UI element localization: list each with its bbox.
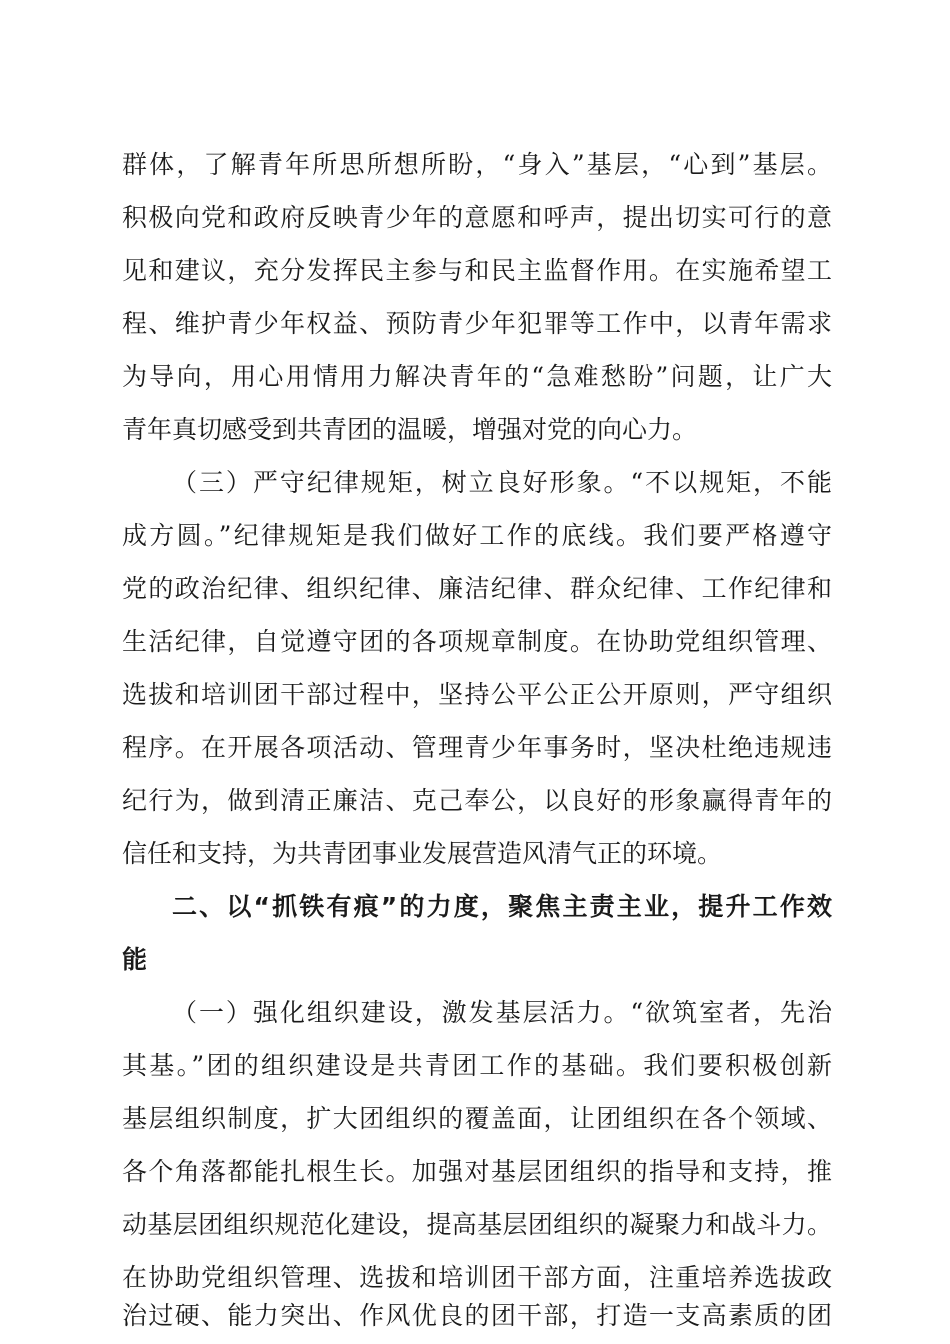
paragraph-line: 其基。”团的组织建设是共青团工作的基础。我们要积极创新 — [122, 1051, 832, 1080]
paragraph-line: 见和建议，充分发挥民主参与和民主监督作用。在实施希望工 — [122, 256, 832, 285]
paragraph-line: 纪行为，做到清正廉洁、克己奉公，以良好的形象赢得青年的 — [122, 786, 832, 815]
paragraph-line: 程序。在开展各项活动、管理青少年事务时，坚决杜绝违规违 — [122, 733, 832, 762]
paragraph-line: 程、维护青少年权益、预防青少年犯罪等工作中，以青年需求 — [122, 309, 832, 338]
paragraph-line: 党的政治纪律、组织纪律、廉洁纪律、群众纪律、工作纪律和 — [122, 574, 832, 603]
paragraph-line: 青年真切感受到共青团的温暖，增强对党的向心力。 — [122, 415, 698, 444]
paragraph-line: 成方圆。”纪律规矩是我们做好工作的底线。我们要严格遵守 — [122, 521, 832, 550]
paragraph-line: 基层组织制度，扩大团组织的覆盖面，让团组织在各个领域、 — [122, 1104, 832, 1133]
paragraph-line: 生活纪律，自觉遵守团的各项规章制度。在协助党组织管理、 — [122, 627, 832, 656]
paragraph-line: 为导向，用心用情用力解决青年的“急难愁盼”问题，让广大 — [122, 362, 832, 391]
paragraph-line: 各个角落都能扎根生长。加强对基层团组织的指导和支持，推 — [122, 1157, 832, 1186]
paragraph-line: 信任和支持，为共青团事业发展营造风清气正的环境。 — [122, 839, 723, 868]
paragraph-line: 积极向党和政府反映青少年的意愿和呼声，提出切实可行的意 — [122, 203, 832, 232]
subsection-heading-line: （一）强化组织建设，激发基层活力。“欲筑室者，先治 — [172, 998, 832, 1027]
paragraph-line: 选拔和培训团干部过程中，坚持公平公正公开原则，严守组织 — [122, 680, 832, 709]
section-heading: 二、以“抓铁有痕”的力度，聚焦主责主业，提升工作效 — [172, 892, 832, 921]
paragraph-line: 在协助党组织管理、选拔和培训团干部方面，注重培养选拔政 — [122, 1263, 832, 1292]
section-heading-continuation: 能 — [122, 945, 148, 974]
paragraph-line: 治过硬、能力突出、作风优良的团干部，打造一支高素质的团 — [122, 1301, 832, 1330]
paragraph-line: 群体，了解青年所思所想所盼，“身入”基层，“心到”基层。 — [122, 150, 832, 179]
paragraph-line: 动基层团组织规范化建设，提高基层团组织的凝聚力和战斗力。 — [122, 1210, 832, 1239]
subsection-heading-line: （三）严守纪律规矩，树立良好形象。“不以规矩，不能 — [172, 468, 832, 497]
